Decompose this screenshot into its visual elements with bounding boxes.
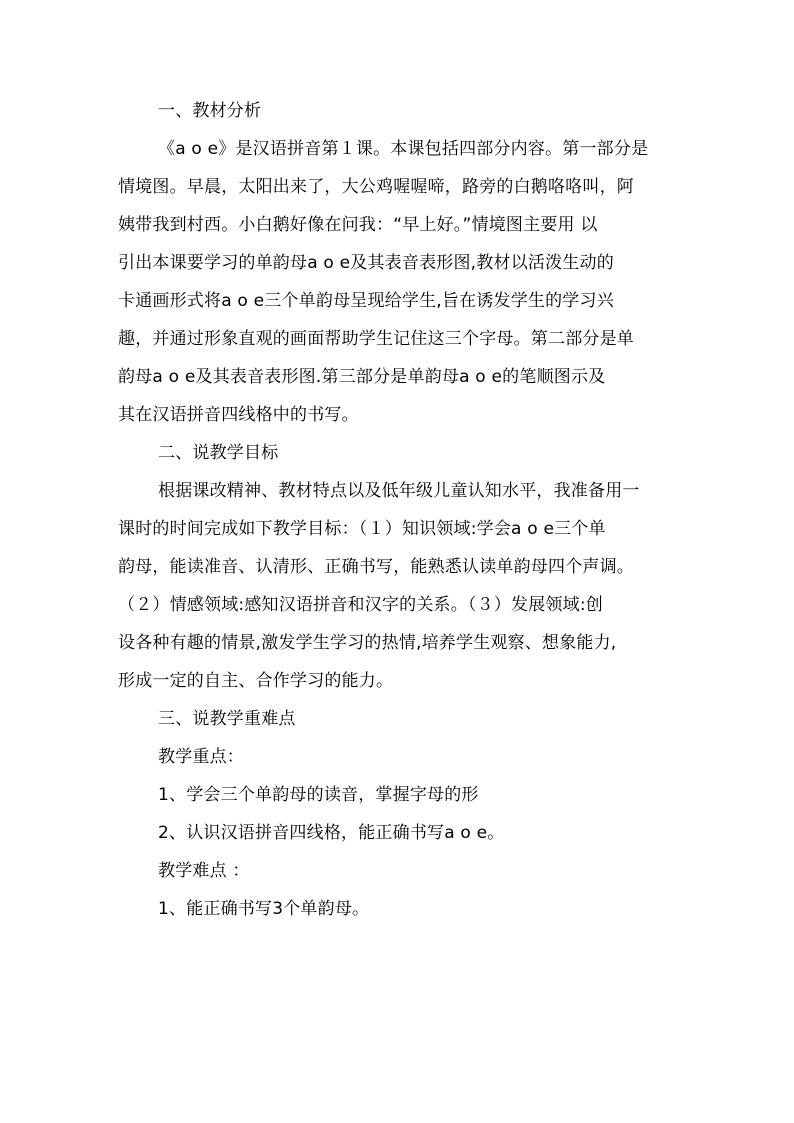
- paragraph-line: 课时的时间完成如下教学目标：（１）知识领域:学会a o e三个单: [118, 519, 606, 539]
- paragraph-line: （２）情感领域:感知汉语拼音和汉字的关系。（３）发展领域:创: [118, 595, 603, 615]
- paragraph-line: 情境图。早晨，太阳出来了，大公鸡喔喔啼，路旁的白鹅咯咯叫，阿: [118, 177, 634, 197]
- section-heading-key-difficulties: 三、说教学重难点: [158, 709, 296, 729]
- subheading-key-points: 教学重点：: [158, 747, 244, 767]
- paragraph-line: 根据课改精神、教材特点以及低年级儿童认知水平，我准备用一: [158, 481, 640, 501]
- list-item: 1、学会三个单韵母的读音，掌握字母的形: [158, 785, 479, 805]
- paragraph-line: 其在汉语拼音四线格中的书写。: [118, 405, 359, 425]
- section-heading-teaching-goals: 二、说教学目标: [158, 443, 279, 463]
- section-heading-textbook-analysis: 一、教材分析: [158, 101, 262, 121]
- paragraph-line: 引出本课要学习的单韵母a o e及其表音表形图,教材以活泼生动的: [118, 253, 614, 273]
- paragraph-line: 韵母，能读准音、认清形、正确书写，能熟悉认读单韵母四个声调。: [118, 557, 634, 577]
- paragraph-line: 韵母a o e及其表音表形图.第三部分是单韵母a o e的笔顺图示及: [118, 367, 606, 387]
- paragraph-line: 《a o e》是汉语拼音第１课。本课包括四部分内容。第一部分是: [158, 139, 649, 159]
- paragraph-line: 设各种有趣的情景,激发学生学习的热情,培养学生观察、想象能力,: [118, 633, 617, 653]
- document-page: [118, 92, 678, 928]
- paragraph-line: 卡通画形式将a o e三个单韵母呈现给学生,旨在诱发学生的学习兴: [118, 291, 614, 311]
- paragraph-line: 形成一定的自主、合作学习的能力。: [118, 671, 394, 691]
- paragraph-line: 姨带我到村西。小白鹅好像在问我：“早上好。”情境图主要用 以: [118, 215, 598, 235]
- subheading-difficult-points: 教学难点 ：: [158, 861, 250, 881]
- paragraph-line: 趣，并通过形象直观的画面帮助学生记住这三个字母。第二部分是单: [118, 329, 634, 349]
- list-item: 1、能正确书写3个单韵母。: [158, 899, 370, 919]
- list-item: 2、认识汉语拼音四线格，能正确书写a o e。: [158, 823, 505, 843]
